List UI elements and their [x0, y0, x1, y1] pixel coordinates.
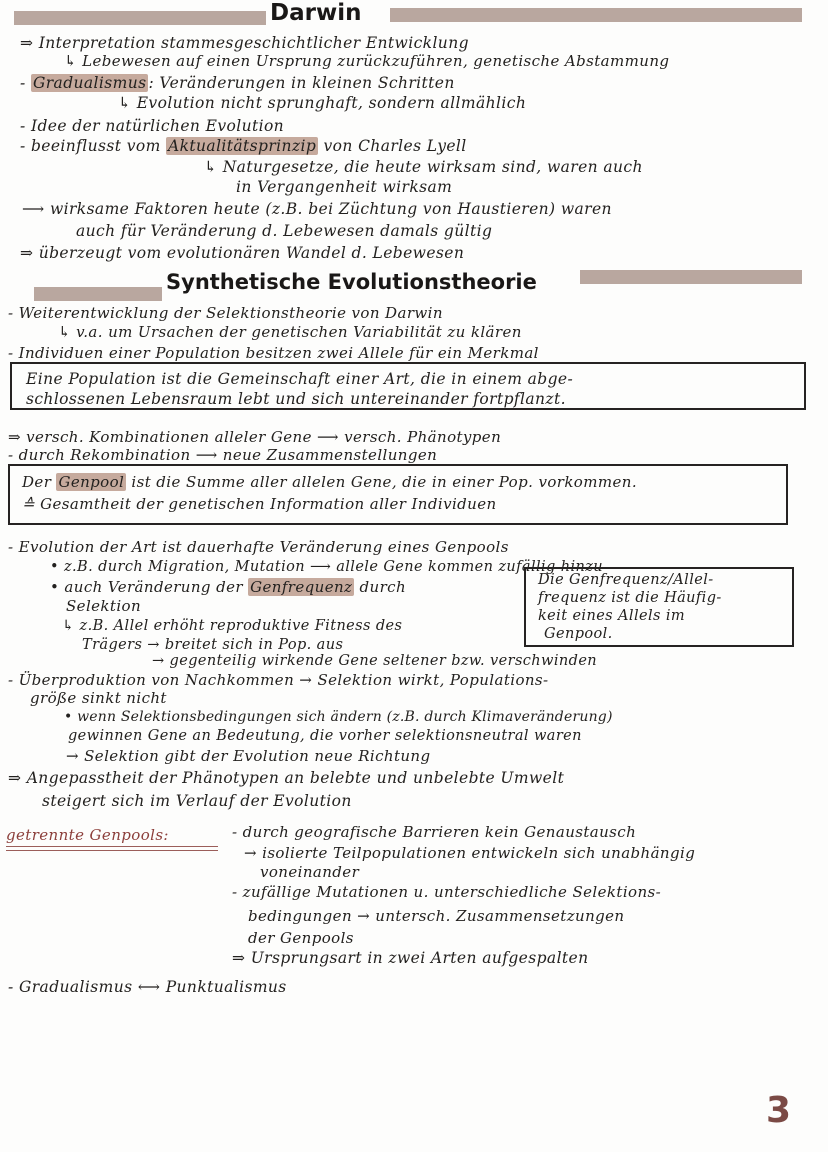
synth-line-8: [50, 577, 406, 597]
label-underline-2: [6, 850, 218, 851]
genfrequenz-def-line-2: frequenz ist die Häufig-: [538, 590, 722, 606]
darwin-line-5: - Idee der natürlichen Evolution: [20, 117, 285, 135]
dash: -: [20, 74, 31, 92]
synth-line-7: • z.B. durch Migration, Mutation ⟶ allele Gene kommen zufällig hinzu: [50, 559, 604, 575]
darwin-line-9: ⟶ wirksame Faktoren heute (z.B. bei Züchtung von Haustieren) waren: [22, 200, 612, 218]
genfrequenz-def-line-3: keit eines Allels im: [538, 608, 686, 624]
synth-line-5: - durch Rekombination ⟶ neue Zusammenstellungen: [8, 446, 438, 464]
synth-line-3: - Individuen einer Population besitzen zwei Allele für ein Merkmal: [8, 344, 539, 362]
genfrequenz-highlight: Genfrequenz: [250, 578, 353, 596]
synth-line-2: ↳ v.a. um Ursachen der genetischen Variabilität zu klären: [58, 323, 522, 341]
synth-line-15: • wenn Selektionsbedingungen sich ändern (z.B. durch Klimaveränderung): [64, 709, 613, 725]
synth-line-16: gewinnen Gene an Bedeutung, die vorher selektionsneutral waren: [68, 728, 582, 744]
synth-line-17: → Selektion gibt der Evolution neue Richtung: [66, 747, 431, 765]
genpool-def-line-2: ≙ Gesamtheit der genetischen Information aller Individuen: [22, 495, 497, 513]
synth-line-19: steigert sich im Verlauf der Evolution: [42, 792, 352, 810]
genpools-line-4: - zufällige Mutationen u. unterschiedliche Selektions-: [232, 883, 662, 901]
header-bar-left: [14, 11, 266, 25]
synth-line-18: ⇒ Angepasstheit der Phänotypen an belebte und unbelebte Umwelt: [8, 769, 565, 787]
synth-line-4: ⇒ versch. Kombinationen alleler Gene ⟶ versch. Phänotypen: [8, 428, 502, 446]
synth-line-9: Selektion: [66, 597, 142, 615]
genpool-highlight: Genpool: [58, 473, 125, 491]
darwin-title: Darwin: [270, 0, 362, 26]
header-bar-right: [390, 8, 802, 22]
page-number: 3: [766, 1090, 792, 1131]
darwin-line-6: [20, 136, 467, 156]
genpools-line-7: ⇒ Ursprungsart in zwei Arten aufgespalten: [232, 949, 589, 967]
darwin-line-6-pre: - beeinflusst vom: [20, 137, 167, 155]
darwin-line-3-text: : Veränderungen in kleinen Schritten: [148, 74, 455, 92]
getrennte-genpools-label: getrennte Genpools:: [6, 826, 169, 844]
synth-title: Synthetische Evolutionstheorie: [166, 270, 537, 294]
genfrequenz-def-line-4: Genpool.: [544, 626, 613, 642]
label-underline-1: [6, 846, 218, 847]
genpool-def-pre: Der: [22, 473, 57, 491]
darwin-line-8: in Vergangenheit wirksam: [236, 178, 453, 196]
synth-bar-right: [580, 270, 802, 284]
genpool-def-line-1: [22, 472, 637, 492]
population-def-line-2: schlossenen Lebensraum lebt und sich untereinander fortpflanzt.: [26, 390, 566, 408]
gradualismus-highlight: Gradualismus: [32, 74, 147, 92]
darwin-line-1: ⇒ Interpretation stammesgeschichtlicher Entwicklung: [20, 34, 469, 52]
synth-line-13: - Überproduktion von Nachkommen → Selektion wirkt, Populations-: [8, 671, 549, 689]
synth-bar-left: [34, 287, 162, 301]
genpools-line-6: der Genpools: [248, 929, 354, 947]
synth-line-1: - Weiterentwicklung der Selektionstheorie von Darwin: [8, 304, 443, 322]
synth-line-11: Trägers → breitet sich in Pop. aus: [82, 637, 344, 653]
synth-line-8-pre: • auch Veränderung der: [50, 578, 249, 596]
genfrequenz-def-line-1: Die Genfrequenz/Allel-: [538, 572, 714, 588]
darwin-line-11: ⇒ überzeugt vom evolutionären Wandel d. Lebewesen: [20, 244, 465, 262]
genpools-line-2: → isolierte Teilpopulationen entwickeln sich unabhängig: [244, 844, 696, 862]
population-def-line-1: Eine Population ist die Gemeinschaft einer Art, die in einem abge-: [26, 370, 574, 388]
darwin-line-10: auch für Veränderung d. Lebewesen damals gültig: [76, 222, 493, 240]
synth-line-10: ↳ z.B. Allel erhöht reproduktive Fitness des: [62, 618, 403, 634]
genpool-def-post: ist die Summe aller allelen Gene, die in einer Pop. vorkommen.: [126, 473, 637, 491]
darwin-line-4: ↳ Evolution nicht sprunghaft, sondern allmählich: [118, 94, 527, 112]
synth-line-6: - Evolution der Art ist dauerhafte Veränderung eines Genpools: [8, 538, 509, 556]
darwin-line-7: ↳ Naturgesetze, die heute wirksam sind, waren auch: [204, 158, 643, 176]
darwin-line-2: ↳ Lebewesen auf einen Ursprung zurückzuführen, genetische Abstammung: [64, 52, 670, 70]
synth-line-8-post: durch: [354, 578, 407, 596]
darwin-line-3: [20, 73, 455, 93]
aktualitaetsprinzip-highlight: Aktualitätsprinzip: [168, 137, 317, 155]
last-line: - Gradualismus ⟷ Punktualismus: [8, 978, 287, 996]
genpools-line-5: bedingungen → untersch. Zusammensetzungen: [248, 907, 625, 925]
synth-line-12: → gegenteilig wirkende Gene seltener bzw. verschwinden: [152, 653, 598, 669]
synth-line-14: größe sinkt nicht: [30, 689, 167, 707]
genpools-line-3: voneinander: [260, 863, 360, 881]
darwin-line-6-post: von Charles Lyell: [318, 137, 467, 155]
genpools-line-1: - durch geografische Barrieren kein Genaustausch: [232, 823, 637, 841]
